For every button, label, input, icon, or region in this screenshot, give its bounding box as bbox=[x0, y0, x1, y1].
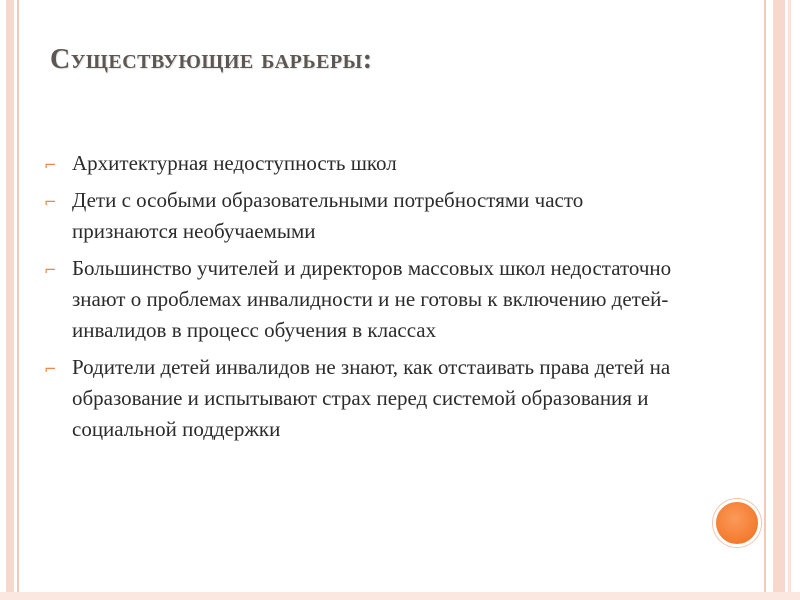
bullet-arrow-icon: ⌐ bbox=[44, 156, 57, 174]
slide-title: Существующие барьеры: bbox=[50, 44, 373, 75]
bullet-arrow-icon: ⌐ bbox=[44, 360, 57, 378]
frame-bottom-border bbox=[0, 592, 800, 600]
bullet-text: Дети с особыми образовательными потребностями часто признаются необучаемыми bbox=[72, 188, 584, 243]
frame-right-border bbox=[773, 0, 785, 600]
bullet-text: Архитектурная недоступность школ bbox=[72, 151, 397, 175]
accent-circle-icon bbox=[713, 499, 761, 547]
frame-left-line bbox=[17, 0, 19, 600]
frame-left-border bbox=[6, 0, 14, 600]
bullet-text: Родители детей инвалидов не знают, как отстаивать права детей на образование и испытывают страх перед системой образования и социальной поддержки bbox=[72, 355, 671, 441]
frame-right-line bbox=[764, 0, 766, 600]
bullet-list bbox=[44, 148, 694, 451]
bullet-arrow-icon: ⌐ bbox=[44, 193, 57, 211]
bullet-item-1 bbox=[44, 148, 694, 179]
bullet-text: Большинство учителей и директоров массовых школ недостаточно знают о проблемах инвалидности и не готовы к включению детей- инвалидов в процесс обучения в классах bbox=[72, 256, 672, 342]
bullet-item-4 bbox=[44, 352, 694, 445]
frame-right-inner-border bbox=[788, 0, 791, 600]
bullet-arrow-icon: ⌐ bbox=[44, 261, 57, 279]
bullet-item-3 bbox=[44, 253, 694, 346]
bullet-item-2 bbox=[44, 185, 694, 247]
